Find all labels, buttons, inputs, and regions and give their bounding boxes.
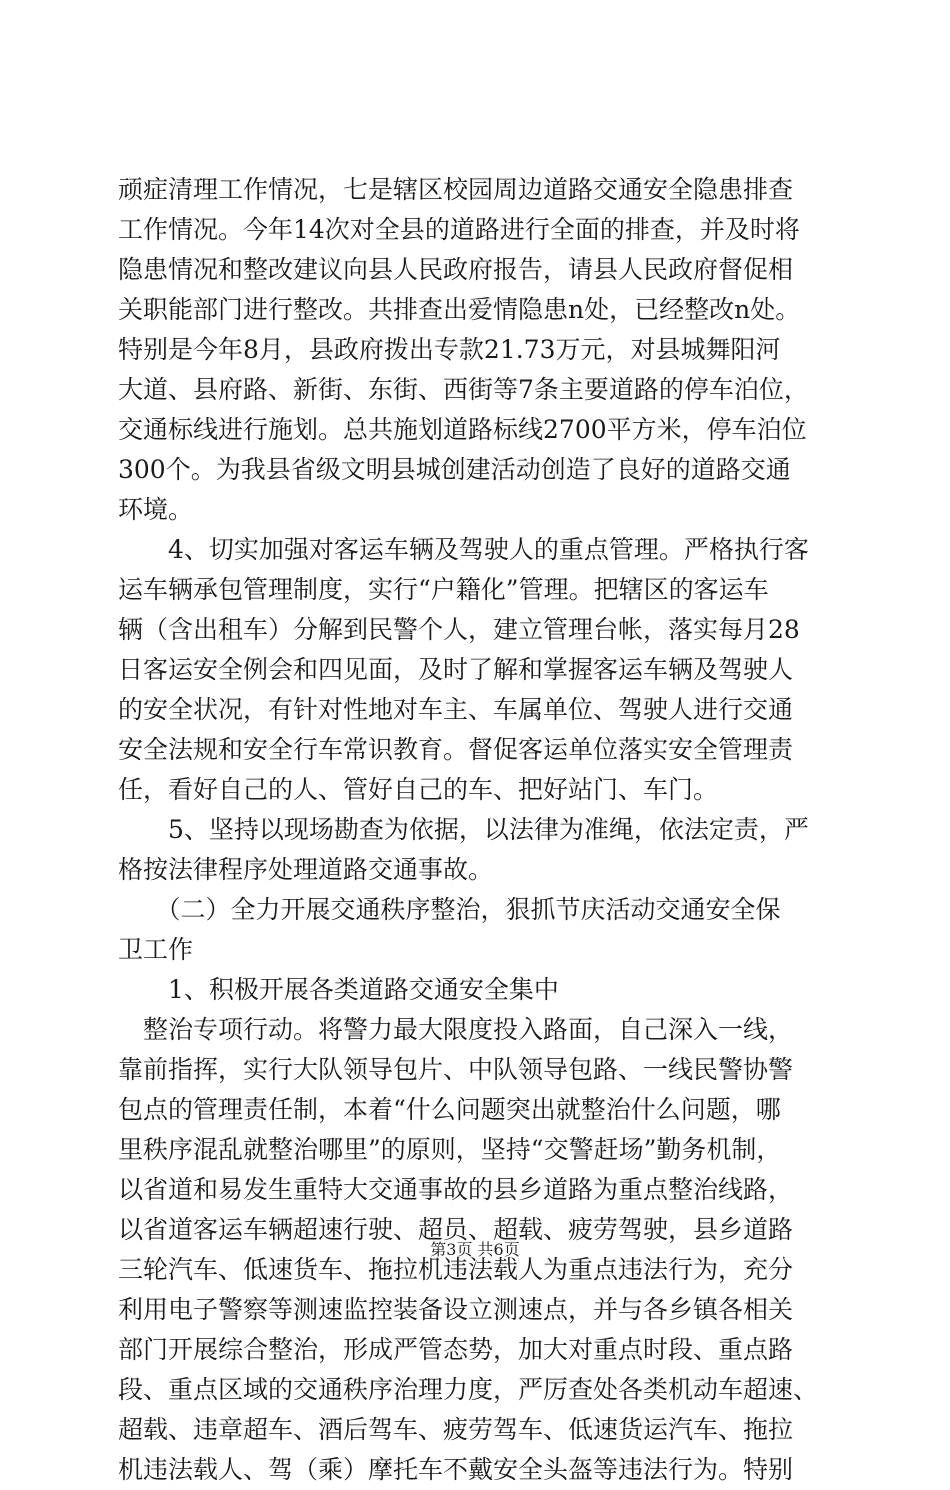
document-body xyxy=(118,170,838,1490)
text-line: 5、坚持以现场勘查为依据，以法律为准绳，依法定责，严 xyxy=(118,815,809,844)
text-line: 以省道和易发生重特大交通事故的县乡道路为重点整治线路， xyxy=(118,1175,794,1204)
text-line: 日客运安全例会和四见面，及时了解和掌握客运车辆及驾驶人 xyxy=(118,655,794,684)
text-line: 部门开展综合整治，形成严管态势，加大对重点时段、重点路 xyxy=(118,1335,794,1364)
text-line: 安全法规和安全行车常识教育。督促客运单位落实安全管理责 xyxy=(118,735,794,764)
text-line: 任，看好自己的人、管好自己的车、把好站门、车门。 xyxy=(118,775,719,804)
text-line: 环境。 xyxy=(118,495,194,524)
text-line: 4、切实加强对客运车辆及驾驶人的重点管理。严格执行客 xyxy=(118,535,809,564)
text-line: 靠前指挥，实行大队领导包片、中队领导包路、一线民警协警 xyxy=(118,1055,794,1084)
text-line: 隐患情况和整改建议向县人民政府报告，请县人民政府督促相 xyxy=(118,255,794,284)
text-line: 工作情况。今年14次对全县的道路进行全面的排查，并及时将 xyxy=(118,215,800,244)
text-line: 大道、县府路、新街、东街、西街等7条主要道路的停车泊位， xyxy=(118,375,809,404)
text-line: 特别是今年8月，县政府拨出专款21.73万元，对县城舞阳河 xyxy=(118,335,781,364)
text-line: 辆（含出租车）分解到民警个人，建立管理台帐，落实每月28 xyxy=(118,615,800,644)
text-line: （二）全力开展交通秩序整治，狠抓节庆活动交通安全保 xyxy=(118,895,781,924)
text-line: 卫工作 xyxy=(118,935,194,964)
text-line: 包点的管理责任制，本着“什么问题突出就整治什么问题，哪 xyxy=(118,1095,781,1124)
text-line: 300个。为我县省级文明县城创建活动创造了良好的道路交通 xyxy=(118,455,791,484)
text-line: 顽症清理工作情况，七是辖区校园周边道路交通安全隐患排查 xyxy=(118,175,794,204)
text-line: 交通标线进行施划。总共施划道路标线2700平方米，停车泊位 xyxy=(118,415,807,444)
text-line: 格按法律程序处理道路交通事故。 xyxy=(118,855,494,884)
page-number-footer: 第3页 共6页 xyxy=(430,1240,520,1259)
text-line: 利用电子警察等测速监控装备设立测速点，并与各乡镇各相关 xyxy=(118,1295,794,1324)
text-line: 超载、违章超车、酒后驾车、疲劳驾车、低速货运汽车、拖拉 xyxy=(118,1415,794,1444)
text-line: 三轮汽车、低速货车、拖拉机违法载人为重点违法行为，充分 xyxy=(118,1255,794,1284)
text-line: 关职能部门进行整改。共排查出爱情隐患n处，已经整改n处。 xyxy=(118,295,801,324)
text-line: 1、积极开展各类道路交通安全集中 xyxy=(118,975,559,1004)
text-line: 机违法载人、驾（乘）摩托车不戴安全头盔等违法行为。特别 xyxy=(118,1455,794,1484)
text-line: 段、重点区域的交通秩序治理力度，严厉查处各类机动车超速、 xyxy=(118,1375,819,1404)
text-line: 里秩序混乱就整治哪里”的原则，坚持“交警赶场”勤务机制， xyxy=(118,1135,782,1164)
text-line: 以省道客运车辆超速行驶、超员、超载、疲劳驾驶，县乡道路 xyxy=(118,1215,794,1244)
text-line: 的安全状况，有针对性地对车主、车属单位、驾驶人进行交通 xyxy=(118,695,794,724)
text-line: 运车辆承包管理制度，实行“户籍化”管理。把辖区的客运车 xyxy=(118,575,769,604)
text-line: 整治专项行动。将警力最大限度投入路面，自己深入一线， xyxy=(118,1015,794,1044)
